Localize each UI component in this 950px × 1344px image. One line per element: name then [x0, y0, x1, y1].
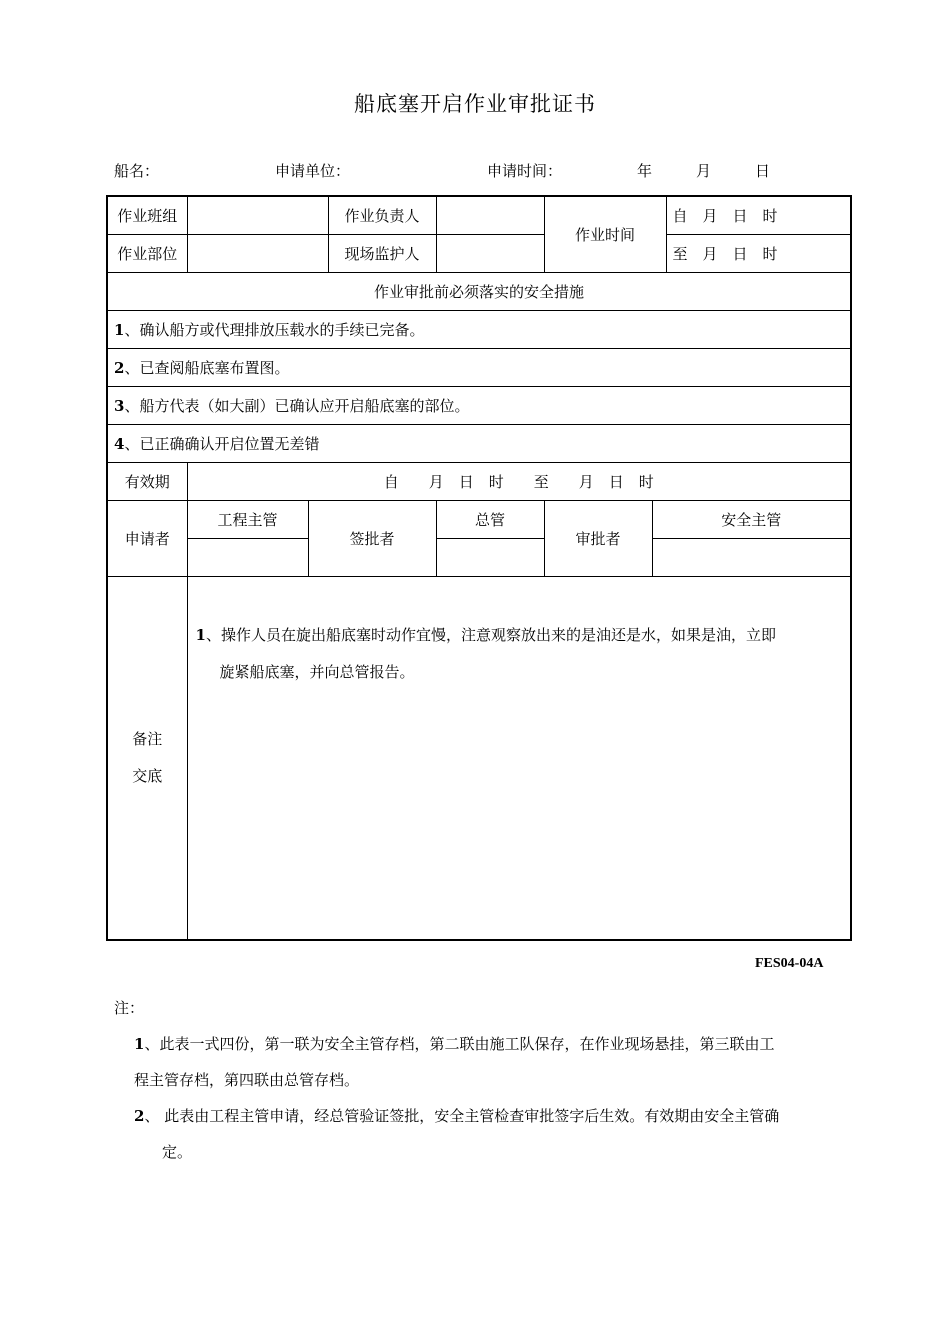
approver-label: 审批者: [544, 501, 652, 577]
measure-num: 2: [114, 359, 125, 377]
remark-line-cont: 旋紧船底塞，并向总管报告。: [219, 663, 415, 681]
apply-time-label: 申请时间：: [487, 162, 563, 180]
note-item-cont: 定。: [162, 1143, 193, 1161]
notes-label: 注：: [114, 999, 145, 1017]
team-value[interactable]: [187, 196, 328, 235]
leader-label: 作业负责人: [328, 196, 436, 235]
remark-num: 1: [195, 626, 206, 644]
page-title: 船底塞开启作业审批证书: [354, 92, 596, 116]
work-time-label: 作业时间: [544, 196, 666, 273]
month-label: 月: [696, 162, 712, 180]
remark-label: [107, 577, 187, 941]
remark-text: 、操作人员在旋出船底塞时动作宜慢，注意观察放出来的是油还是水，如果是油，立即: [205, 626, 776, 644]
note-item: [114, 1026, 850, 1062]
ship-name-label: 船名：: [114, 162, 160, 180]
approval-form-table: [106, 195, 852, 941]
note-item: [114, 1098, 850, 1134]
applicant-unit-label: 申请单位：: [275, 162, 351, 180]
measure-text: 、确认船方或代理排放压载水的手续已完备。: [124, 321, 425, 339]
validity-value[interactable]: 自 月 日 时 至 月 日 时: [187, 463, 851, 501]
eng-supervisor-signature[interactable]: [187, 539, 308, 577]
safety-supervisor-label: 安全主管: [652, 501, 851, 539]
note-num: 1: [134, 1035, 145, 1053]
location-value[interactable]: [187, 235, 328, 273]
safety-supervisor-signature[interactable]: [652, 539, 851, 577]
eng-supervisor-label: 工程主管: [187, 501, 308, 539]
supervisor-value[interactable]: [436, 235, 544, 273]
measure-num: 3: [114, 397, 125, 415]
measure-item: [107, 425, 851, 463]
leader-value[interactable]: [436, 196, 544, 235]
note-num: 2: [134, 1107, 145, 1125]
day-label: 日: [755, 162, 771, 180]
measure-text: 、已查阅船底塞布置图。: [124, 359, 290, 377]
team-label: 作业班组: [107, 196, 187, 235]
measures-header: 作业审批前必须落实的安全措施: [107, 273, 851, 311]
year-label: 年: [637, 162, 653, 180]
measure-text: 、船方代表（如大副）已确认应开启船底塞的部位。: [124, 397, 470, 415]
work-time-to[interactable]: 至 月 日 时: [666, 235, 851, 273]
applicant-label: 申请者: [107, 501, 187, 577]
form-code: FES04-04A: [755, 956, 824, 971]
remark-line: [196, 617, 843, 654]
measure-item: [107, 387, 851, 425]
signer-label: 签批者: [308, 501, 436, 577]
work-time-from[interactable]: 自 月 日 时: [666, 196, 851, 235]
chief-supervisor-signature[interactable]: [436, 539, 544, 577]
remark-label-line: 交底: [132, 767, 163, 785]
note-text: 、此表一式四份，第一联为安全主管存档，第二联由施工队保存，在作业现场悬挂，第三联由工: [144, 1035, 775, 1053]
measure-num: 1: [114, 321, 125, 339]
note-text: 、 此表由工程主管申请，经总管验证签批，安全主管检查审批签字后生效。有效期由安全主管确: [144, 1107, 780, 1125]
remark-label-line: 备注: [132, 730, 163, 748]
validity-label: 有效期: [107, 463, 187, 501]
notes-section: [114, 990, 850, 1170]
measure-num: 4: [114, 435, 125, 453]
note-item-cont: 程主管存档，第四联由总管存档。: [134, 1071, 360, 1089]
supervisor-label: 现场监护人: [328, 235, 436, 273]
measure-item: [107, 349, 851, 387]
measure-text: 、已正确确认开启位置无差错: [124, 435, 320, 453]
location-label: 作业部位: [107, 235, 187, 273]
remark-content[interactable]: [187, 577, 851, 941]
chief-supervisor-label: 总管: [436, 501, 544, 539]
measure-item: [107, 311, 851, 349]
